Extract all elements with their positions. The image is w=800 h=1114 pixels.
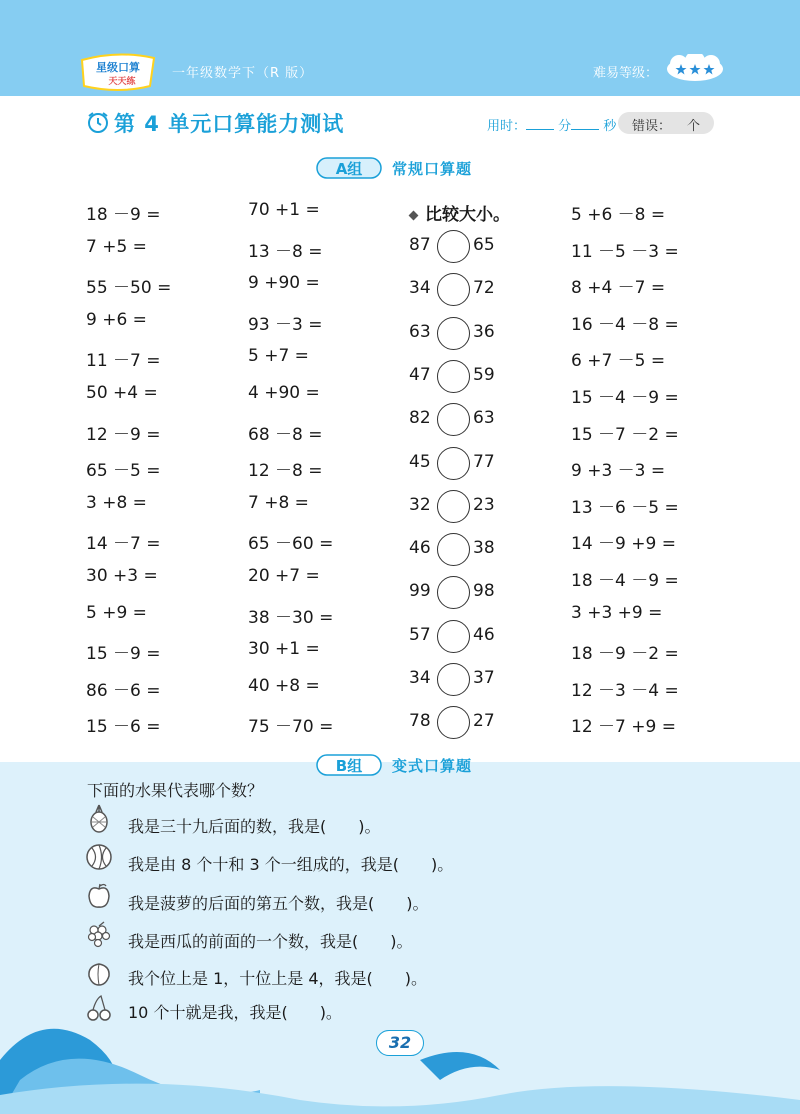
compare-answer-circle[interactable] xyxy=(437,533,470,566)
subject-label: 一年级数学下（R 版） xyxy=(172,66,314,81)
compare-answer-circle[interactable] xyxy=(437,706,470,739)
compare-right: 63 xyxy=(473,408,495,429)
compare-right: 38 xyxy=(473,538,495,559)
watermelon-icon xyxy=(84,842,114,872)
equation: 13 －8 = xyxy=(248,241,323,262)
equation: 5 +9 = xyxy=(86,602,147,623)
equation: 15 －9 = xyxy=(86,644,161,665)
equation: 5 +7 = xyxy=(248,346,309,367)
compare-left: 78 xyxy=(409,711,431,732)
svg-text:星级口算: 星级口算 xyxy=(96,61,140,74)
equation: 93 －3 = xyxy=(248,314,323,335)
fruit-statement: 我是三十九后面的数，我是( )。 xyxy=(128,817,381,836)
equation: 9 +6 = xyxy=(86,309,147,330)
compare-answer-circle[interactable] xyxy=(437,360,470,393)
equation: 68 －8 = xyxy=(248,424,323,445)
equation: 30 +3 = xyxy=(86,566,158,586)
compare-right: 65 xyxy=(473,235,495,255)
compare-left: 47 xyxy=(409,364,431,385)
compare-right: 72 xyxy=(473,278,495,299)
svg-text:B组: B组 xyxy=(335,757,363,775)
equation: 55 －50 = xyxy=(86,278,172,299)
seconds-blank[interactable] xyxy=(571,118,599,130)
compare-right: 23 xyxy=(473,494,495,515)
compare-answer-circle[interactable] xyxy=(437,576,470,609)
svg-text:A组: A组 xyxy=(335,160,363,178)
equation: 5 +6 －8 = xyxy=(571,205,666,225)
equation: 75 －70 = xyxy=(248,717,334,738)
compare-answer-circle[interactable] xyxy=(437,447,470,480)
equation: 18 －9 －2 = xyxy=(571,644,679,665)
page-number: 32 xyxy=(376,1030,424,1056)
equation: 8 +4 －7 = xyxy=(571,278,666,299)
equation: 38 －30 = xyxy=(248,607,334,628)
equation: 18 －4 －9 = xyxy=(571,571,679,591)
compare-left: 87 xyxy=(409,235,431,255)
svg-text:天天练: 天天练 xyxy=(108,77,136,87)
equation: 65 －60 = xyxy=(248,534,334,555)
compare-right: 36 xyxy=(473,321,495,342)
compare-title: 比较大小。 xyxy=(410,200,510,225)
compare-left: 57 xyxy=(409,624,431,645)
equation: 16 －4 －8 = xyxy=(571,314,679,335)
fruit-question: 下面的水果代表哪个数？ xyxy=(87,781,264,800)
group-b-label: 变式口算题 xyxy=(392,757,473,775)
group-a-heading xyxy=(316,155,496,181)
fruit-statement: 10 个十就是我，我是( )。 xyxy=(128,1003,342,1022)
compare-answer-circle[interactable] xyxy=(437,273,470,306)
alarm-clock-icon xyxy=(86,110,110,134)
minutes-blank[interactable] xyxy=(526,118,554,130)
equation: 12 －7 +9 = xyxy=(571,717,676,738)
compare-answer-circle[interactable] xyxy=(437,230,470,263)
equation: 12 －8 = xyxy=(248,461,323,482)
compare-left: 34 xyxy=(409,668,431,688)
compare-left: 63 xyxy=(409,321,431,342)
compare-right: 46 xyxy=(473,624,495,645)
equation: 11 －7 = xyxy=(86,351,161,372)
compare-answer-circle[interactable] xyxy=(437,317,470,350)
page-title: 第 4 单元口算能力测试 xyxy=(114,112,345,136)
equation: 40 +8 = xyxy=(248,675,320,696)
compare-answer-circle[interactable] xyxy=(437,403,470,436)
equation: 14 －9 +9 = xyxy=(571,534,676,555)
wave-decoration xyxy=(0,1000,800,1114)
equation: 14 －7 = xyxy=(86,534,161,555)
compare-right: 37 xyxy=(473,668,495,688)
compare-right: 59 xyxy=(473,364,495,385)
equation: 86 －6 = xyxy=(86,680,161,701)
compare-right: 98 xyxy=(473,581,495,602)
time-record: 用时： 分 秒 xyxy=(487,119,617,134)
group-a-badge xyxy=(316,155,386,181)
compare-left: 46 xyxy=(409,538,431,559)
error-count-box[interactable]: 错误： 个 xyxy=(618,112,714,134)
equation: 6 +7 －5 = xyxy=(571,351,666,372)
compare-left: 82 xyxy=(409,408,431,429)
pineapple-icon xyxy=(84,803,114,833)
compare-left: 32 xyxy=(409,494,431,515)
equation: 3 +3 +9 = xyxy=(571,602,663,623)
group-b-heading xyxy=(316,752,496,778)
equation: 9 +3 －3 = xyxy=(571,461,666,482)
grapes-icon xyxy=(84,920,114,950)
compare-left: 45 xyxy=(409,451,431,472)
equation: 3 +8 = xyxy=(86,492,147,513)
compare-right: 77 xyxy=(473,451,495,472)
compare-answer-circle[interactable] xyxy=(437,663,470,696)
compare-left: 99 xyxy=(409,581,431,602)
equation: 15 －7 －2 = xyxy=(571,424,679,445)
equation: 15 －4 －9 = xyxy=(571,388,679,408)
equation: 7 +5 = xyxy=(86,236,147,257)
equation: 50 +4 = xyxy=(86,383,158,403)
compare-left: 34 xyxy=(409,278,431,299)
equation: 15 －6 = xyxy=(86,717,161,738)
difficulty-stars xyxy=(665,54,725,84)
equation: 20 +7 = xyxy=(248,566,320,586)
fruit-statement: 我是西瓜的前面的一个数，我是( )。 xyxy=(128,932,413,951)
equation: 12 －9 = xyxy=(86,424,161,445)
equation: 65 －5 = xyxy=(86,461,161,482)
equation: 30 +1 = xyxy=(248,639,320,660)
equation: 4 +90 = xyxy=(248,383,320,403)
equation: 11 －5 －3 = xyxy=(571,241,679,262)
fruit-statement: 我个位上是 1，十位上是 4，我是( )。 xyxy=(128,969,428,988)
difficulty-label: 难易等级： xyxy=(593,66,659,81)
equation: 18 －9 = xyxy=(86,205,161,225)
equation: 13 －6 －5 = xyxy=(571,497,679,518)
compare-answer-circle[interactable] xyxy=(437,620,470,653)
equation: 7 +8 = xyxy=(248,492,309,513)
group-b-badge xyxy=(316,752,386,778)
logo xyxy=(78,52,158,94)
fruit-statement: 我是由 8 个十和 3 个一组成的，我是( )。 xyxy=(128,855,454,874)
apple-icon xyxy=(84,881,114,911)
compare-right: 27 xyxy=(473,711,495,732)
equation: 70 +1 = xyxy=(248,200,320,220)
group-a-label: 常规口算题 xyxy=(392,160,473,178)
equation: 9 +90 = xyxy=(248,273,320,294)
diamond-bullet-icon xyxy=(409,210,419,220)
fruit-statement: 我是菠萝的后面的第五个数，我是( )。 xyxy=(128,894,429,913)
peach-icon xyxy=(84,958,114,988)
equation: 12 －3 －4 = xyxy=(571,680,679,701)
compare-answer-circle[interactable] xyxy=(437,490,470,523)
